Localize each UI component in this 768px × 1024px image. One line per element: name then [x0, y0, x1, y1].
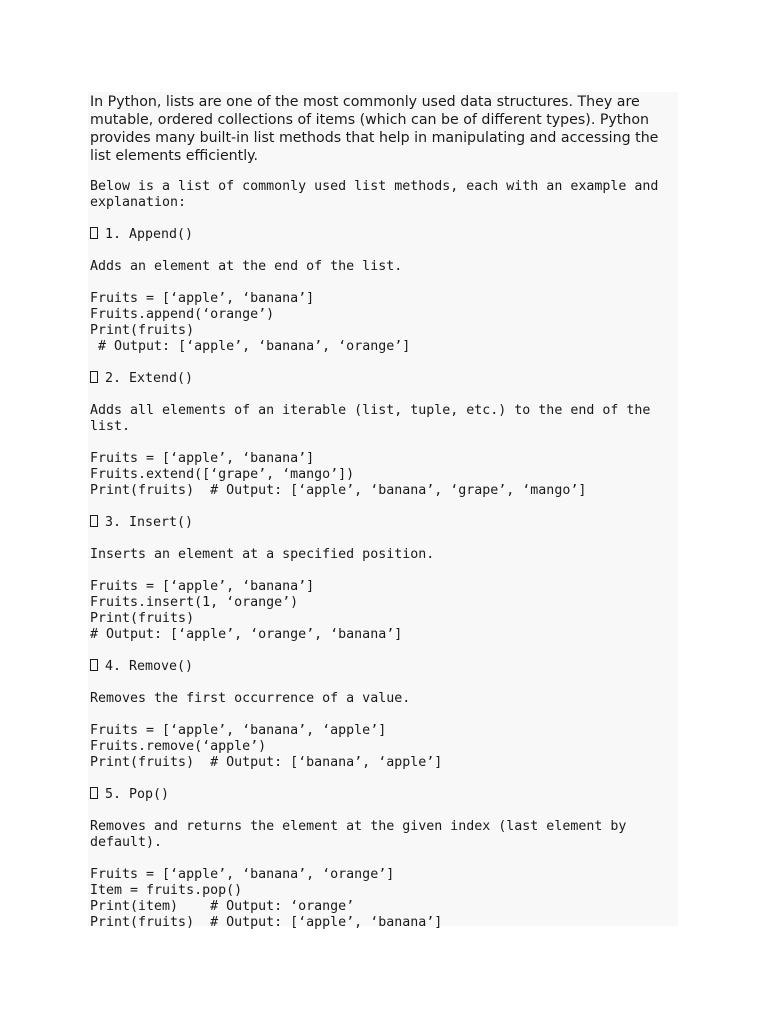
method-section-append: [90, 227, 678, 371]
method-code: Fruits = [‘apple’, ‘banana’] Fruits.insert(1, ‘orange’) Print(fruits) # Output: [‘apple’, ‘orange’, ‘banana’]: [90, 579, 403, 642]
document-content: [88, 92, 678, 930]
method-section-extend: [90, 371, 678, 515]
method-code: Fruits = [‘apple’, ‘banana’] Fruits.append(‘orange’) Print(fruits) # Output: [‘apple’, ‘banana’, ‘orange’]: [90, 291, 411, 354]
intro-paragraph: In Python, lists are one of the most commonly used data structures. They are mutable, ordered collections of items (which can be of different types). Python provides many built-in list methods that help in manipulating and accessing the list elements efficiently.: [90, 94, 659, 164]
missing-glyph-icon: [90, 659, 98, 671]
lead-paragraph: Below is a list of commonly used list methods, each with an example and explanation:: [90, 179, 667, 210]
method-heading: [90, 787, 678, 803]
method-section-remove: [90, 659, 678, 787]
method-code: Fruits = [‘apple’, ‘banana’, ‘apple’] Fruits.remove(‘apple’) Print(fruits) # Output: [‘banana’, ‘apple’]: [90, 723, 443, 770]
missing-glyph-icon: [90, 515, 98, 527]
method-heading-text: 3. Insert(): [105, 515, 194, 530]
method-heading: [90, 227, 678, 243]
missing-glyph-icon: [90, 227, 98, 239]
method-section-insert: [90, 515, 678, 659]
missing-glyph-icon: [90, 787, 98, 799]
method-heading: [90, 515, 678, 531]
method-heading-text: 1. Append(): [105, 227, 194, 242]
method-heading-text: 5. Pop(): [105, 787, 170, 802]
method-code: Fruits = [‘apple’, ‘banana’] Fruits.extend([‘grape’, ‘mango’]) Print(fruits) # Output: [‘apple’, ‘banana’, ‘grape’, ‘mango’]: [90, 451, 587, 498]
method-code: Fruits = [‘apple’, ‘banana’, ‘orange’] Item = fruits.pop() Print(item) # Output: ‘orange’ Print(fruits) # Output: [‘apple’, ‘banana’]: [90, 867, 443, 930]
missing-glyph-icon: [90, 371, 98, 383]
method-description: Inserts an element at a specified position.: [90, 547, 435, 562]
method-description: Removes the first occurrence of a value.: [90, 691, 411, 706]
method-description: Removes and returns the element at the given index (last element by default).: [90, 819, 635, 850]
method-description: Adds an element at the end of the list.: [90, 259, 403, 274]
method-heading-text: 4. Remove(): [105, 659, 194, 674]
method-description: Adds all elements of an iterable (list, tuple, etc.) to the end of the list.: [90, 403, 659, 434]
method-heading: [90, 659, 678, 675]
method-heading: [90, 371, 678, 387]
method-heading-text: 2. Extend(): [105, 371, 194, 386]
method-section-pop: [90, 787, 678, 931]
